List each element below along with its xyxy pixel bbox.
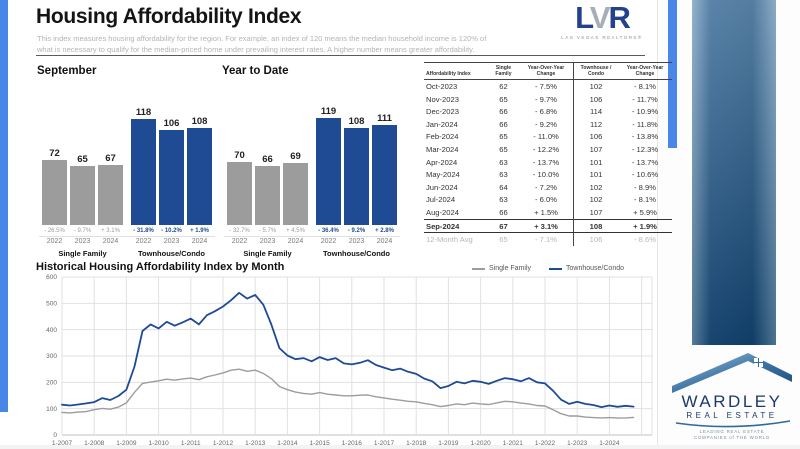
table-cell: 63 <box>499 195 508 205</box>
table-cell: - 13.8% <box>631 132 659 142</box>
bar-2022-single-family <box>42 160 67 225</box>
table-cell: 101 <box>574 168 619 181</box>
cluster-label: Townhouse/Condo <box>323 249 390 258</box>
x-tick-label: 1-2008 <box>84 440 105 447</box>
table-header-cell: Year-Over-Year Change <box>618 63 672 80</box>
bar-year-label: 2024 <box>102 238 119 245</box>
x-tick-label: 1-2011 <box>180 440 201 447</box>
page-description <box>37 34 486 55</box>
bar-value-label: 118 <box>135 107 152 118</box>
y-tick-label: 600 <box>46 274 57 282</box>
table-row <box>424 143 672 156</box>
table-cell: 101 <box>574 156 619 169</box>
bar-2023-townhouse-condo <box>159 130 184 225</box>
townhouse-condo-line <box>62 293 634 407</box>
table-cell: 112 <box>574 118 619 131</box>
bar-change-label: - 36.4% <box>318 228 339 234</box>
table-row <box>424 194 672 207</box>
wardley-tagline-line1: LEADING REAL ESTATE <box>699 429 765 434</box>
bar-value-label: 69 <box>290 151 301 162</box>
table-header-cell: Year-Over-Year Change <box>519 63 574 80</box>
bar-year-label: 2023 <box>163 238 180 245</box>
bar-value-label: 67 <box>105 153 116 164</box>
table-cell: 107 <box>574 206 619 219</box>
table-row <box>424 105 672 118</box>
wardley-logo <box>668 346 796 446</box>
bar-year-label: 2022 <box>231 238 248 245</box>
bar-value-label: 111 <box>377 113 392 124</box>
table-cell: Jul-2024 <box>426 195 456 205</box>
table-cell: 102 <box>574 194 619 207</box>
bar-year-label: 2024 <box>191 238 208 245</box>
bar-change-label: + 4.5% <box>286 228 305 234</box>
table-cell: - 11.0% <box>533 132 559 142</box>
bars-baseline-rule <box>224 236 400 237</box>
x-tick-label: 1-2010 <box>148 440 169 447</box>
bar-change-label: - 5.7% <box>258 228 277 234</box>
table-cell: Feb-2024 <box>426 132 459 142</box>
historical-chart-title: Historical Housing Affordability Index by Month <box>36 261 285 273</box>
bar-value-label: 65 <box>77 154 88 165</box>
table-cell: Dec-2023 <box>426 107 459 117</box>
table-cell: + 1.5% <box>534 207 558 217</box>
bar-change-label: - 26.5% <box>44 228 65 234</box>
table-cell: - 7.5% <box>535 82 557 92</box>
lvr-letter-l: L <box>575 0 590 35</box>
page-description-line2: what is necessary to qualify for the median-priced home under prevailing interest rates. A higher number means greater affordability. <box>37 44 475 54</box>
bar-year-label: 2022 <box>46 238 63 245</box>
table-cell: 114 <box>574 105 619 118</box>
table-cell: - 7.1% <box>535 235 557 245</box>
ytd-bar-chart <box>222 65 407 260</box>
ytd-bars-area <box>222 65 407 260</box>
table-row <box>424 80 672 93</box>
y-tick-label: 0 <box>53 432 57 440</box>
table-cell: 66 <box>499 207 508 217</box>
september-bar-chart <box>37 65 222 260</box>
x-tick-label: 1-2009 <box>116 440 137 447</box>
table-cell: - 8.9% <box>634 182 656 192</box>
bar-year-label: 2023 <box>259 238 276 245</box>
table-cell: 65 <box>499 94 508 104</box>
table-cell: - 12.3% <box>631 144 659 154</box>
left-accent-bar <box>0 0 8 412</box>
table-cell: Jun-2024 <box>426 182 458 192</box>
bar-value-label: 72 <box>49 148 60 159</box>
bar-year-label: 2024 <box>376 238 393 245</box>
affordability-table-body <box>424 80 672 246</box>
table-cell: - 7.2% <box>535 182 557 192</box>
table-cell: - 12.2% <box>532 144 560 154</box>
cluster-label: Single Family <box>58 249 107 258</box>
bar-value-label: 119 <box>320 106 337 117</box>
header-divider <box>36 55 645 56</box>
bar-year-label: 2024 <box>287 238 304 245</box>
y-tick-label: 400 <box>46 326 57 334</box>
wardley-name: WARDLEY <box>681 392 783 411</box>
bar-year-label: 2022 <box>320 238 337 245</box>
table-cell: 62 <box>499 82 508 92</box>
y-tick-label: 200 <box>46 379 57 387</box>
page-title: Housing Affordability Index <box>36 5 302 28</box>
x-tick-label: 1-2012 <box>212 440 234 447</box>
table-row <box>424 233 672 246</box>
table-cell: Jan-2024 <box>426 119 458 129</box>
table-cell: - 10.9% <box>631 107 659 117</box>
table-cell: 107 <box>574 143 619 156</box>
table-row <box>424 206 672 219</box>
table-cell: Apr-2024 <box>426 157 458 167</box>
table-cell: - 11.8% <box>632 119 658 129</box>
table-cell: 106 <box>574 233 619 246</box>
bars-baseline-rule <box>39 236 215 237</box>
page-description-line1: This index measures housing affordability for the region. For example, an index of 120 means the median household income is 120% of <box>37 34 487 43</box>
lvr-letter-v: V <box>589 0 609 35</box>
table-cell: Oct-2023 <box>426 82 458 92</box>
table-cell: 66 <box>499 107 508 117</box>
bar-2024-townhouse-condo <box>187 128 212 225</box>
cluster-label: Townhouse/Condo <box>138 249 205 258</box>
bar-2023-townhouse-condo <box>344 128 369 225</box>
table-cell: 106 <box>574 131 619 144</box>
bar-2022-single-family <box>227 162 252 225</box>
bar-2023-single-family <box>255 166 280 225</box>
september-bars-area <box>37 65 222 260</box>
ytd-chart-title: Year to Date <box>222 65 289 77</box>
bar-change-label: - 32.7% <box>229 228 250 234</box>
bar-year-label: 2023 <box>74 238 91 245</box>
table-cell: 65 <box>499 144 508 154</box>
table-cell: - 10.6% <box>631 170 659 180</box>
bar-change-label: - 9.7% <box>73 228 92 234</box>
table-row <box>424 93 672 106</box>
affordability-table-head <box>424 63 672 80</box>
affordability-table <box>424 62 672 246</box>
table-cell: - 10.0% <box>532 170 560 180</box>
table-cell: - 8.1% <box>634 195 656 205</box>
table-row <box>424 156 672 169</box>
bar-value-label: 70 <box>234 150 245 161</box>
table-cell: 64 <box>499 182 508 192</box>
legend-label-single-family: Single Family <box>489 265 532 272</box>
bar-change-label: + 2.8% <box>375 228 394 234</box>
table-cell: - 9.7% <box>535 94 557 104</box>
table-cell: 63 <box>499 157 508 167</box>
table-cell: - 8.1% <box>634 82 656 92</box>
y-tick-label: 500 <box>46 300 57 308</box>
bar-2022-townhouse-condo <box>131 119 156 225</box>
bar-2022-townhouse-condo <box>316 118 341 225</box>
x-tick-label: 1-2017 <box>373 440 395 447</box>
table-cell: Aug-2024 <box>426 207 459 217</box>
bar-2024-single-family <box>98 165 123 225</box>
x-tick-label: 1-2023 <box>567 440 588 447</box>
wardley-tagline-line2: COMPANIES of THE WORLD <box>694 435 770 440</box>
x-tick-label: 1-2021 <box>502 440 523 447</box>
table-cell: + 5.9% <box>633 207 657 217</box>
september-chart-title: September <box>37 65 97 77</box>
wardley-swoosh <box>676 421 790 427</box>
lvr-logo <box>556 2 648 40</box>
x-tick-label: 1-2024 <box>599 440 620 447</box>
table-cell: 108 <box>574 219 619 233</box>
single-family-line <box>62 369 634 418</box>
bar-year-label: 2022 <box>135 238 152 245</box>
historical-line-chart <box>28 262 660 448</box>
bar-2023-single-family <box>70 166 95 225</box>
right-gradient-bar <box>692 0 776 345</box>
table-cell: Nov-2023 <box>426 94 459 104</box>
cluster-label: Single Family <box>243 249 292 258</box>
table-row <box>424 181 672 194</box>
x-tick-label: 1-2019 <box>438 440 459 447</box>
x-tick-label: 1-2022 <box>534 440 556 447</box>
table-cell: - 11.7% <box>632 94 658 104</box>
table-cell: May-2024 <box>426 170 460 180</box>
table-cell: Mar-2024 <box>426 144 459 154</box>
bar-value-label: 106 <box>163 118 180 129</box>
wardley-roof-icon <box>672 353 792 393</box>
bar-value-label: 108 <box>191 116 208 127</box>
table-header-cell: Affordability Index <box>424 63 488 80</box>
bar-change-label: + 3.1% <box>101 228 120 234</box>
bar-year-label: 2023 <box>348 238 365 245</box>
wardley-subname: REAL ESTATE <box>686 411 778 420</box>
wardley-chimney-window-icon <box>754 358 763 367</box>
table-row <box>424 168 672 181</box>
bar-2024-single-family <box>283 163 308 225</box>
y-tick-label: 100 <box>46 405 57 413</box>
table-cell: - 8.6% <box>634 235 656 245</box>
table-cell: + 3.1% <box>519 219 574 233</box>
table-cell: 63 <box>499 170 508 180</box>
y-tick-label: 300 <box>46 353 57 361</box>
table-row <box>424 219 672 233</box>
x-tick-label: 1-2014 <box>277 440 298 447</box>
table-header-cell: Single Family <box>488 63 519 80</box>
table-header-row <box>424 63 672 80</box>
bar-value-label: 108 <box>348 116 365 127</box>
lvr-logo-subtext: LAS VEGAS REALTORS® <box>561 35 643 40</box>
table-cell: 12-Month Avg <box>426 235 473 245</box>
table-cell: 102 <box>574 80 619 93</box>
x-tick-label: 1-2007 <box>51 440 73 447</box>
table-header-cell: Townhouse / Condo <box>574 63 619 80</box>
table-cell: Sep-2024 <box>424 219 488 233</box>
table-cell: - 13.7% <box>631 157 659 167</box>
table-cell: 102 <box>574 181 619 194</box>
lvr-logo-text <box>556 2 648 33</box>
table-cell: 65 <box>499 235 508 245</box>
lvr-letter-r: R <box>608 0 629 35</box>
table-row <box>424 118 672 131</box>
table-cell: - 6.0% <box>535 195 557 205</box>
table-cell: - 13.7% <box>532 157 560 167</box>
x-tick-label: 1-2016 <box>341 440 362 447</box>
table-cell: 106 <box>574 93 619 106</box>
table-cell: 66 <box>499 119 508 129</box>
legend-label-townhouse-condo: Townhouse/Condo <box>566 265 625 272</box>
bar-change-label: + 1.9% <box>190 228 209 234</box>
x-tick-label: 1-2013 <box>245 440 266 447</box>
table-cell: 65 <box>499 132 508 142</box>
x-tick-label: 1-2015 <box>309 440 330 447</box>
x-tick-label: 1-2018 <box>406 440 427 447</box>
bar-value-label: 66 <box>262 154 273 165</box>
bar-change-label: - 10.2% <box>161 228 182 234</box>
table-cell: + 1.9% <box>618 219 672 233</box>
table-cell: - 9.2% <box>535 119 557 129</box>
bar-change-label: - 31.8% <box>133 228 154 234</box>
table-cell: 67 <box>488 219 519 233</box>
bar-change-label: - 9.2% <box>347 228 366 234</box>
bar-2024-townhouse-condo <box>372 125 397 225</box>
table-cell: - 6.8% <box>535 107 557 117</box>
x-tick-label: 1-2020 <box>470 440 491 447</box>
table-row <box>424 131 672 144</box>
